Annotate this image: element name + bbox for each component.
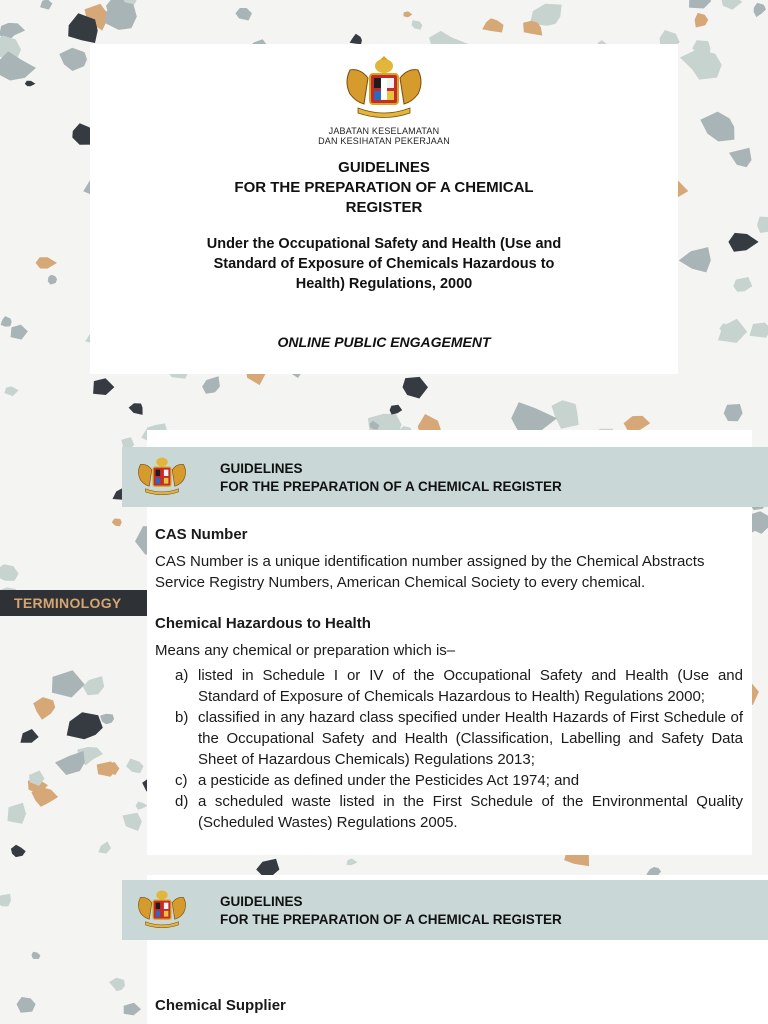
slide-header-band	[122, 447, 768, 507]
terrazzo-chip	[721, 0, 742, 10]
list-item	[155, 665, 743, 707]
title-slide-heading	[120, 158, 648, 218]
list-item	[155, 791, 743, 833]
terrazzo-chip	[235, 8, 252, 21]
terrazzo-chip	[750, 323, 768, 338]
terrazzo-chip	[347, 858, 358, 865]
title-line: REGISTER	[345, 199, 423, 216]
terrazzo-chip	[552, 400, 579, 429]
terrazzo-chip	[25, 81, 36, 87]
terrazzo-chip	[109, 978, 125, 991]
coat-of-arms-logo	[134, 450, 190, 502]
terrazzo-chip	[695, 13, 709, 28]
terrazzo-chip	[36, 257, 57, 268]
terrazzo-chip	[40, 0, 52, 10]
terrazzo-chip	[48, 275, 57, 285]
list-item	[155, 770, 743, 791]
terrazzo-chip	[729, 148, 752, 167]
subtitle-line: Health) Regulations, 2000	[295, 276, 473, 292]
terrazzo-chip	[11, 845, 26, 857]
terrazzo-chip	[126, 759, 143, 774]
terrazzo-chip	[724, 404, 743, 421]
regulation-subtitle	[150, 234, 618, 294]
terrazzo-chip	[754, 3, 766, 17]
list-item-text: listed in Schedule I or IV of the Occupational Safety and Health (Use and Standard of Exposure of Chemicals Hazardous to Health) Regulations 2000;	[198, 667, 743, 705]
terrazzo-chip	[52, 670, 85, 697]
terrazzo-chip	[0, 894, 11, 907]
terrazzo-chip	[403, 377, 429, 399]
terrazzo-chip	[98, 841, 111, 853]
slide-header-band	[122, 880, 768, 940]
cas-number-definition: CAS Number is a unique identification number assigned by the Chemical Abstracts Service Registry Numbers, American Chemical Society to every chemical.	[155, 553, 705, 591]
band-title-line2: FOR THE PREPARATION OF A CHEMICAL REGISTER	[220, 912, 562, 927]
terrazzo-chip	[93, 378, 114, 395]
terrazzo-chip	[4, 386, 18, 396]
list-item-label: d)	[175, 793, 189, 810]
department-name-line2: DAN KESIHATAN PEKERJAAN	[318, 136, 450, 146]
terrazzo-chip	[8, 803, 27, 824]
terrazzo-chip	[733, 277, 752, 292]
terrazzo-chip	[718, 319, 747, 343]
terrazzo-chip	[59, 48, 87, 71]
band-title-line1: GUIDELINES	[220, 894, 303, 909]
terrazzo-chip	[33, 697, 55, 720]
terrazzo-chip	[112, 519, 122, 527]
coat-of-arms-logo	[134, 883, 190, 935]
department-name-line1: JABATAN KESELAMATAN	[328, 126, 440, 136]
supplier-content	[155, 997, 743, 1014]
terrazzo-chip	[17, 997, 36, 1013]
terminology-content	[155, 526, 743, 833]
terrazzo-chip	[202, 376, 220, 394]
list-item-text: a scheduled waste listed in the First Schedule of the Environmental Quality (Scheduled Wastes) Regulations 2005.	[198, 793, 743, 831]
band-title-line2: FOR THE PREPARATION OF A CHEMICAL REGISTER	[220, 479, 562, 494]
list-item	[155, 707, 743, 770]
terrazzo-chip	[350, 34, 362, 45]
terrazzo-chip	[256, 859, 279, 876]
terrazzo-chip	[689, 0, 711, 8]
terminology-tab: TERMINOLOGY	[0, 590, 147, 616]
terrazzo-chip	[412, 20, 423, 30]
terrazzo-chip	[403, 11, 412, 17]
terrazzo-chip	[757, 217, 768, 233]
list-item-text: a pesticide as defined under the Pesticides Act 1974; and	[198, 772, 580, 789]
terrazzo-chip	[55, 751, 85, 775]
terrazzo-chip	[100, 714, 114, 725]
terrazzo-chip	[679, 247, 711, 272]
terrazzo-chip	[728, 233, 758, 252]
terrazzo-chip	[0, 564, 19, 581]
engagement-label: ONLINE PUBLIC ENGAGEMENT	[277, 334, 491, 350]
list-item-label: c)	[175, 772, 188, 789]
terrazzo-chip	[124, 1003, 141, 1016]
title-line: GUIDELINES	[338, 159, 430, 176]
title-slide	[90, 44, 678, 374]
chemical-hazardous-intro: Means any chemical or preparation which is–	[155, 642, 456, 659]
terrazzo-chip	[700, 112, 734, 142]
list-item-text: classified in any hazard class specified under Health Hazards of First Schedule of the Occupational Safety and Health (Classification, Labelling and Safety Data Sheet of Hazardous Chemicals) Regulations 2013;	[198, 709, 743, 768]
terrazzo-chip	[32, 952, 41, 959]
coat-of-arms-logo	[340, 56, 428, 120]
terrazzo-chip	[20, 729, 38, 743]
terrazzo-chip	[1, 316, 12, 327]
band-title-line1: GUIDELINES	[220, 461, 303, 476]
chemical-hazardous-heading: Chemical Hazardous to Health	[155, 615, 371, 632]
title-line: FOR THE PREPARATION OF A CHEMICAL	[234, 179, 534, 196]
terrazzo-chip	[67, 712, 103, 739]
list-item-label: a)	[175, 667, 189, 684]
terrazzo-chip	[11, 325, 28, 340]
cas-number-heading: CAS Number	[155, 526, 248, 543]
terrazzo-chip	[390, 405, 403, 415]
terrazzo-chip	[83, 676, 105, 695]
subtitle-line: Standard of Exposure of Chemicals Hazardous to	[213, 256, 555, 272]
definition-list	[155, 665, 743, 833]
terrazzo-chip	[123, 813, 142, 831]
terrazzo-chip	[482, 18, 503, 32]
chemical-supplier-heading: Chemical Supplier	[155, 997, 286, 1014]
terrazzo-chip	[129, 403, 143, 415]
subtitle-line: Under the Occupational Safety and Health (Use and	[206, 236, 562, 252]
list-item-label: b)	[175, 709, 189, 726]
